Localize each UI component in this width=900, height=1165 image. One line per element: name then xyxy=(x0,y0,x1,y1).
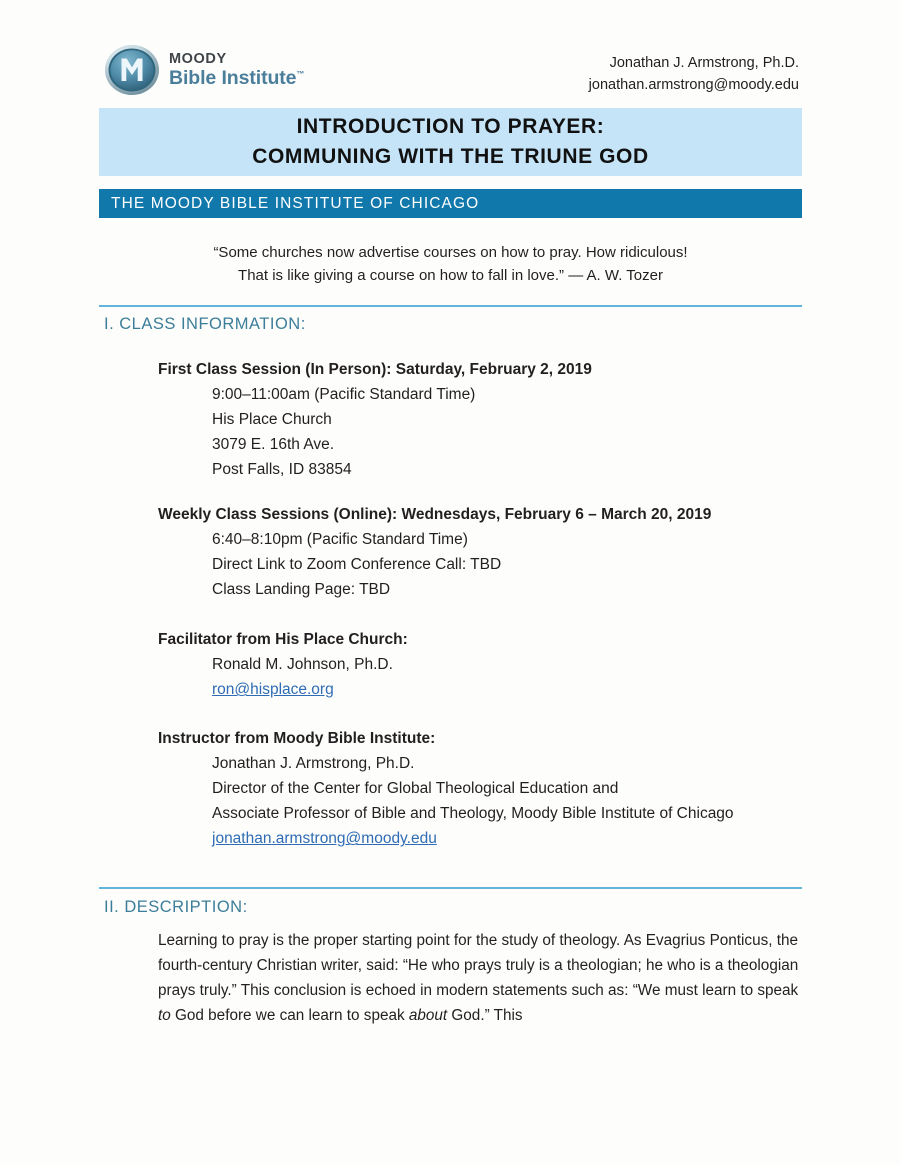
facilitator-email-link[interactable]: ron@hisplace.org xyxy=(212,681,334,699)
block-first-class-session xyxy=(158,357,592,483)
block-title: Facilitator from His Place Church: xyxy=(158,631,408,648)
quote-line-2: That is like giving a course on how to fall in love.” — A. W. Tozer xyxy=(238,267,663,285)
instructor-contact-block xyxy=(589,53,799,97)
block-line: Post Falls, ID 83854 xyxy=(212,461,352,479)
section-divider-rule-2 xyxy=(99,887,802,889)
block-facilitator xyxy=(158,627,408,702)
block-line: Ronald M. Johnson, Ph.D. xyxy=(212,656,393,674)
block-line: Associate Professor of Bible and Theology, Moody Bible Institute of Chicago xyxy=(212,805,734,823)
section-divider-rule-1 xyxy=(99,305,802,307)
block-line: 3079 E. 16th Ave. xyxy=(212,436,335,454)
course-title-line-1: INTRODUCTION TO PRAYER: xyxy=(296,115,605,139)
institution-name: THE MOODY BIBLE INSTITUTE OF CHICAGO xyxy=(111,194,480,212)
document-header xyxy=(0,44,900,102)
block-line: Direct Link to Zoom Conference Call: TBD xyxy=(212,556,502,574)
contact-name: Jonathan J. Armstrong, Ph.D. xyxy=(609,55,799,71)
block-line: Director of the Center for Global Theological Education and xyxy=(212,780,619,798)
block-title: Instructor from Moody Bible Institute: xyxy=(158,730,436,747)
section-heading-class-information: I. CLASS INFORMATION: xyxy=(104,315,306,333)
instructor-email-link[interactable]: jonathan.armstrong@moody.edu xyxy=(212,830,437,848)
institution-subtitle-bar xyxy=(99,189,802,218)
block-instructor xyxy=(158,726,734,852)
block-line: 9:00–11:00am (Pacific Standard Time) xyxy=(212,386,476,404)
trademark-symbol: ™ xyxy=(296,69,305,78)
course-title-banner xyxy=(99,108,802,176)
block-line: His Place Church xyxy=(212,411,332,429)
block-line-link xyxy=(212,677,408,702)
block-line: Class Landing Page: TBD xyxy=(212,581,391,599)
epigraph-quote xyxy=(99,241,802,288)
block-weekly-class-sessions xyxy=(158,502,711,602)
logo-wordmark xyxy=(169,52,304,88)
block-line: Jonathan J. Armstrong, Ph.D. xyxy=(212,755,415,773)
description-paragraph: Learning to pray is the proper starting point for the study of theology. As Evagrius Ponticus, the fourth-century Christian writer, said: “He who prays truly is a theologian; he who is a theologian prays truly.” This conclusion is echoed in modern statements such as: “We must learn to speak to God before we can learn to speak about God.” This xyxy=(158,932,799,1024)
block-line-link xyxy=(212,826,734,851)
contact-email: jonathan.armstrong@moody.edu xyxy=(588,76,799,93)
logo-moody-text: MOODY xyxy=(169,51,227,67)
section-heading-description: II. DESCRIPTION: xyxy=(104,898,248,916)
block-title: Weekly Class Sessions (Online): Wednesdays, February 6 – March 20, 2019 xyxy=(158,506,712,523)
quote-line-1: “Some churches now advertise courses on how to pray. How ridiculous! xyxy=(213,244,688,261)
course-title-line-2: COMMUNING WITH THE TRIUNE GOD xyxy=(252,145,649,168)
block-title: First Class Session (In Person): Saturday, February 2, 2019 xyxy=(158,361,592,378)
logo-bible-institute-text: Bible Institute™ xyxy=(169,66,305,89)
moody-bible-institute-logo xyxy=(104,44,304,96)
block-line: 6:40–8:10pm (Pacific Standard Time) xyxy=(212,531,468,549)
moody-m-emblem-icon xyxy=(104,44,160,96)
